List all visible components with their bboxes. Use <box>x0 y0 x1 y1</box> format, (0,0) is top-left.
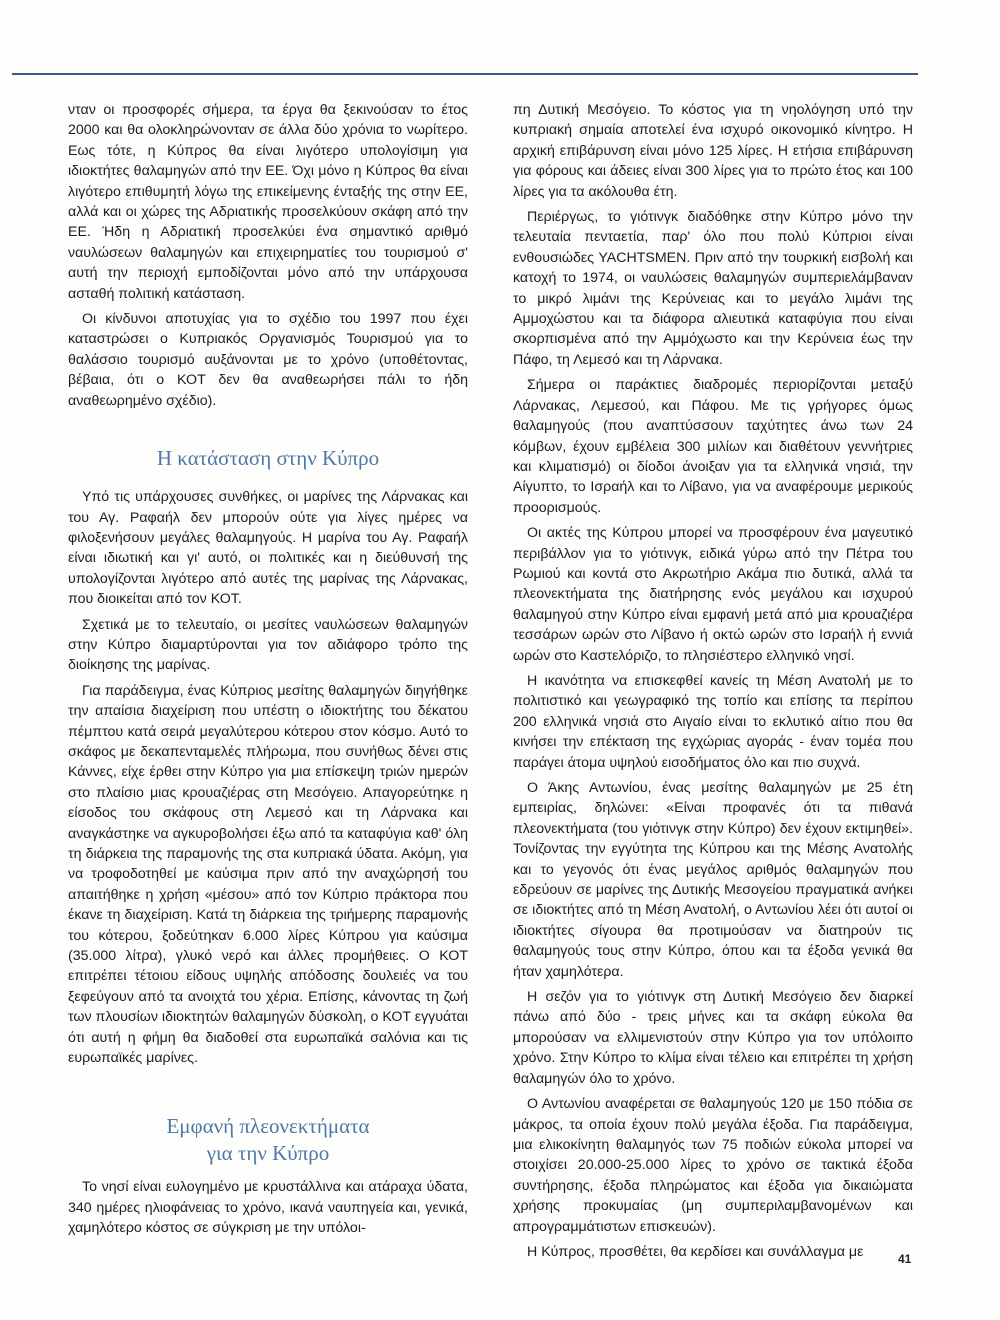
paragraph: Για παράδειγμα, ένας Κύπριος μεσίτης θαλαμηγών διηγήθηκε την απαίσια διαχείριση που υπέστη ο ιδιοκτήτης του δέκατου πέμπτου κατά σειρά μεγαλύτερου κότερου στον κόσμο. Αυτό το σκάφος με δεκαπενταμελές πλήρωμα, που συνήθως δένει στις Κάννες, είχε έρθει στην Κύπρο για μια επίσκεψη τριών ημερών στο πλαίσιο μιας κρουαζιέρας στη Μεσόγειο. Απαγορεύτηκε η είσοδος του σκάφους στη Λεμεσό και τη Λάρνακα και αναγκάστηκε να αγκυροβολήσει έξω από τα καταφύγια καθ' όλη τη διάρκεια της παραμονής της στα κυπριακά ύδατα. Ακόμη, για να τροφοδοτηθεί με καύσιμα πριν από την αναχώρησή του απαιτήθηκε η χρήση «μέσου» από τον Κύπριο πράκτορα που έκανε τη διαχείριση. Κατά τη διάρκεια της τριήμερης παραμονής του κότερου, ξοδεύτηκαν 6.000 λίρες Κύπρου για καύσιμα (35.000 λίτρα), γλυκό νερό και άλλες προμήθειες. Ο ΚΟΤ επιτρέπει τέτοιου είδους υψηλής απόδοσης δουλειές να του ξεφεύγουν από τα ανοιχτά του χέρια. Επίσης, κάνοντας τη ζωή των πλουσίων ιδιοκτητών θαλαμηγών δύσκολη, ο ΚΟΤ εγγυάται ότι αυτή η φήμη θα διαδοθεί στα ευρωπαϊκά σαλόνια και τις ευρωπαϊκές μαρίνες. <box>68 682 468 1067</box>
paragraph: Σήμερα οι παράκτιες διαδρομές περιορίζονται μεταξύ Λάρνακας, Λεμεσού, και Πάφου. Με τις γρήγορες όμως θαλαμηγούς (που αναπτύσσουν ταχύτητες άνω των 24 κόμβων, έχουν εμβέλεια 300 μιλίων και διαθέτουν γεννήτριες και κλιματισμό) οι δίοδοι άνοιξαν για τα ελληνικά νησιά, την Αίγυπτο, το Ισραήλ και το Λίβανο, για να αναφέρουμε μερικούς προορισμούς. <box>513 377 913 516</box>
left-column <box>68 100 468 1244</box>
section-heading-line: για την Κύπρο <box>206 1141 330 1166</box>
paragraph: Ο Αντωνίου αναφέρεται σε θαλαμηγούς 120 με 150 πόδια σε μάκρος, τα οποία έχουν πολύ μεγάλα έξοδα. Για παράδειγμα, μια ελικοκίνητη θαλαμηγός των 75 ποδιών εύκολα μπορεί να στοιχίσει 20.000-25.000 λίρες το χρόνο σε τακτικά έξοδα συντήρησης, έξοδα πληρώματος και έξοδα για δικαιώματα χρήσης προκυμαίας (μη συμπεριλαμβανομένων και απρογραμμάτιστων επισκευών). <box>513 1096 913 1235</box>
right-column <box>513 100 913 1267</box>
section-heading <box>68 1113 468 1167</box>
paragraph: Οι ακτές της Κύπρου μπορεί να προσφέρουν ένα μαγευτικό περιβάλλον για το γιότινγκ, ειδικά γύρω από την Πέτρα του Ρωμιού και κοντά στο Ακρωτήριο Ακάμα πιο δυτικά, αλλά τα πλεονεκτήματα της διατήρησης ενός μεγάλου και ισχυρού θαλαμηγού στην Κύπρο είναι εμφανή μετά από μια κρουαζιέρα τεσσάρων ωρών στο Λίβανο ή οκτώ ωρών στο Ισραήλ ή εννιά ωρών στο Καστελόριζο, το πλησιέστερο ελληνικό νησί. <box>513 525 913 664</box>
paragraph: Το νησί είναι ευλογημένο με κρυστάλλινα και ατάραχα ύδατα, 340 ημέρες ηλιοφάνειας το χρόνο, ικανά ναυπηγεία και, γενικά, χαμηλότερο κόστος σε σύγκριση με την υπόλοι- <box>68 1179 468 1237</box>
section-heading: Η κατάσταση στην Κύπρο <box>156 446 380 471</box>
paragraph: Η σεζόν για το γιότινγκ στη Δυτική Μεσόγειο δεν διαρκεί πάνω από δύο - τρεις μήνες και τα σκάφη εύκολα θα μπορούσαν να ελλιμενιστούν στην Κύπρο για τον υπόλοιπο χρόνο. Στην Κύπρο το κλίμα είναι τέλειο και επιτρέπει τη χρήση θαλαμηγών όλο το χρόνο. <box>513 989 913 1087</box>
paragraph: πη Δυτική Μεσόγειο. Το κόστος για τη νηολόγηση υπό την κυπριακή σημαία αποτελεί ένα ισχυρό οικονομικό κίνητρο. Η αρχική επιβάρυνση είναι μόνο 125 λίρες. Η ετήσια επιβάρυνση για φόρους και άδειες είναι 300 λίρες για το πρώτο έτος και 100 λίρες για τα ακόλουθα έτη. <box>513 102 913 200</box>
paragraph: Περιέργως, το γιότινγκ διαδόθηκε στην Κύπρο μόνο την τελευταία πενταετία, παρ' όλο που πολύ Κύπριοι είναι ενθουσιώδες YACHTSMEN. Πριν από την τουρκική εισβολή και κατοχή το 1974, οι ναυλώσεις θαλαμηγών συμπεριελάμβαναν το μικρό λιμάνι της Κερύνειας και το μεγάλο λιμάνι της Αμμοχώστου και τα διάφορα αλιευτικά καταφύγια που είναι σκορπισμένα από την Αμμόχωστο και την Κερύνεια έως την Πάφο, τη Λεμεσό και τη Λάρνακα. <box>513 209 913 368</box>
paragraph: Η Κύπρος, προσθέτει, θα κερδίσει και συνάλλαγμα με <box>527 1243 864 1260</box>
paragraph: Η ικανότητα να επισκεφθεί κανείς τη Μέση Ανατολή με το πολιτιστικό και γεωγραφικό της τοπίο και επίσης τα περίπου 200 ελληνικά νησιά στο Αιγαίο είναι το εκλυτικό αίτιο που θα κινήσει την επέκταση της εγχώριας αγοράς - έναν τομέα που παράγει άτομα υψηλού εισοδήματος όλο και πιο συχνά. <box>513 672 913 771</box>
page-number: 41 <box>898 1252 912 1266</box>
section-heading-line: Εμφανή πλεονεκτήματα <box>166 1114 370 1139</box>
paragraph: Υπό τις υπάρχουσες συνθήκες, οι μαρίνες της Λάρνακας και του Αγ. Ραφαήλ δεν μπορούν ούτε για λίγες ημέρες να φιλοξενήσουν μεγάλες θαλαμηγούς. Η μαρίνα του Αγ. Ραφαήλ είναι ιδιωτική και γι' αυτό, οι πολιτικές και η διεύθυνσή της υπολογίζονται λιγότερο από αυτές της μαρίνας της Λάρνακας, που διοικείται από τον ΚΟΤ. <box>68 489 468 608</box>
paragraph: νταν οι προσφορές σήμερα, τα έργα θα ξεκινούσαν το έτος 2000 και θα ολοκληρώνονταν σε άλλα δύο χρόνια το νωρίτερο. Εως τότε, η Κύπρος θα είναι λιγότερο υπολογίσιμη για ιδιοκτήτες θαλαμηγών από την ΕΕ. Όχι μόνο η Κύπρος θα είναι λιγότερο επιθυμητή λόγω της επικείμενης ένταξής της στην ΕΕ, αλλά και οι χώρες της Αδριατικής προσελκύουν σκάφη από την ΕΕ. Ήδη η Αδριατική προσελκύει ένα σημαντικό αριθμό ναυλώσεων θαλαμηγών και επιχειρηματίες του τουρισμού σ' αυτή την περιοχή εμποδίζονται μόνο από την υπάρχουσα ασταθή πολιτική κατάσταση. <box>68 102 468 302</box>
paragraph: Οι κίνδυνοι αποτυχίας για το σχέδιο του 1997 που έχει καταστρώσει ο Κυπριακός Οργανισμός Τουρισμού για το θαλάσσιο τουρισμό αυξάνονται με το χρόνο (υποθέτοντας, βέβαια, ότι ο ΚΟΤ δεν θα αναθεωρήσει πάλι το ήδη αναθεωρημένο σχέδιο). <box>68 311 468 409</box>
paragraph: Ο Άκης Αντωνίου, ένας μεσίτης θαλαμηγών με 25 έτη εμπειρίας, δηλώνει: «Είναι προφανές ότι τα πιθανά πλεονεκτήματα (του γιότινγκ στην Κύπρο) δεν έχουν εκτιμηθεί». Τονίζοντας την εγγύτητα της Κύπρου και της Μέσης Ανατολής και το γεγονός ότι ένας μεγάλος αριθμός θαλαμηγών που εδρεύουν σε μαρίνες της Δυτικής Μεσογείου πραγματικά ανήκει σε ιδιοκτήτες από τη Μέση Ανατολή, ο Αντωνίου λέει ότι αυτοί οι ιδιοκτήτες σίγουρα θα προτιμούσαν να διατηρούν τις θαλαμηγούς τους στην Κύπρο, όπου και τα έξοδα γενικά θα ήταν χαμηλότερα. <box>513 780 913 980</box>
top-rule <box>12 73 918 75</box>
paragraph: Σχετικά με το τελευταίο, οι μεσίτες ναυλώσεων θαλαμηγών στην Κύπρο διαμαρτύρονται για τον αδιάφορο τρόπο της διοίκησης της μαρίνας. <box>68 616 468 674</box>
